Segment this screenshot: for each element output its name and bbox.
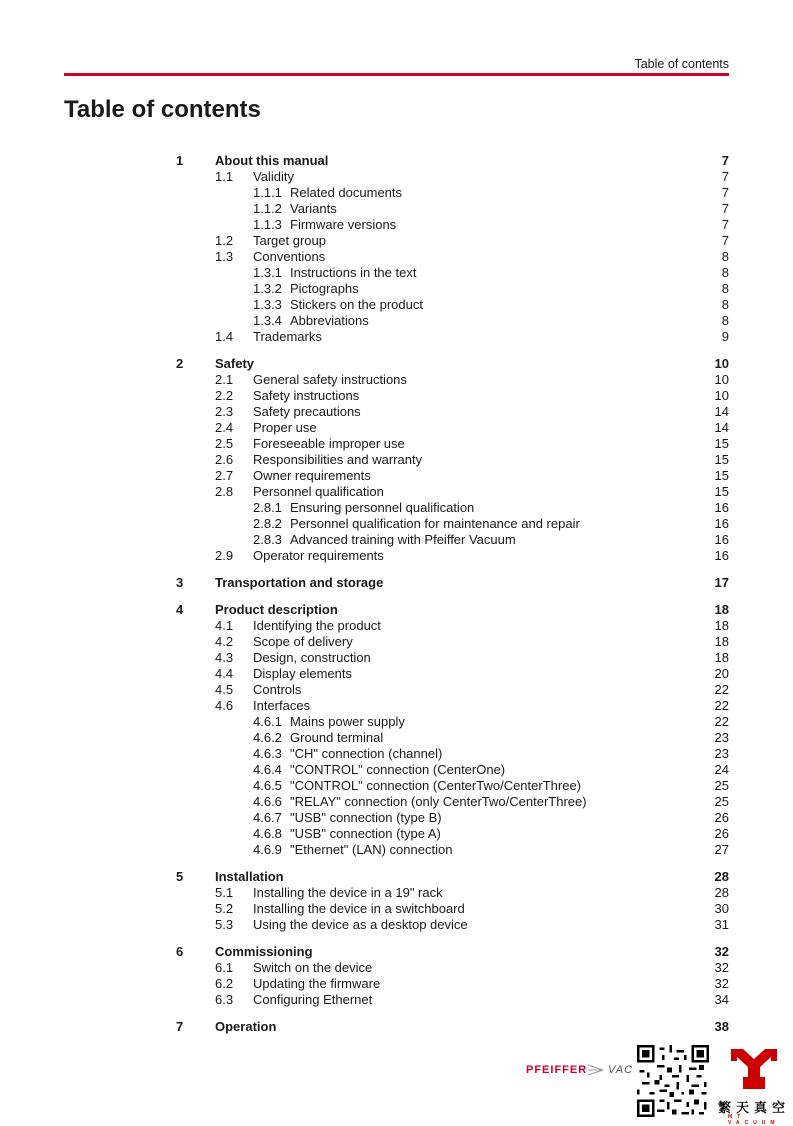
entry-title: Variants [290, 201, 337, 216]
entry-title: Operation [215, 1019, 277, 1034]
entry-number: 6.1 [215, 960, 234, 975]
toc-subsubsection[interactable] [176, 297, 729, 313]
entry-title: Safety instructions [253, 388, 360, 403]
toc-chapter-heading[interactable] [176, 153, 729, 169]
entry-title: Personnel qualification for maintenance and repair [290, 516, 580, 531]
toc-chapter [176, 356, 729, 564]
toc-subsubsection[interactable] [176, 185, 729, 201]
toc-chapter [176, 575, 729, 591]
entry-page: 23 [714, 746, 729, 761]
entry-title: Commissioning [215, 944, 313, 959]
entry-number: 4 [176, 602, 184, 617]
toc-chapter [176, 602, 729, 858]
toc-section[interactable] [176, 169, 729, 185]
entry-title: Advanced training with Pfeiffer Vacuum [290, 532, 516, 547]
entry-number: 7 [176, 1019, 184, 1034]
entry-page: 18 [714, 618, 729, 633]
entry-number: 4.6 [215, 698, 234, 713]
entry-page: 25 [714, 778, 729, 793]
toc-subsubsection[interactable] [176, 201, 729, 217]
entry-title: Target group [253, 233, 326, 248]
toc-section[interactable] [176, 917, 729, 933]
entry-number: 1.1 [215, 169, 234, 184]
toc-chapter-heading[interactable] [176, 869, 729, 885]
toc-section[interactable] [176, 233, 729, 249]
entry-page: 31 [714, 917, 729, 932]
entry-title: Proper use [253, 420, 317, 435]
entry-number: 2.8.2 [253, 516, 282, 531]
entry-page: 8 [721, 297, 729, 312]
entry-title: Firmware versions [290, 217, 397, 232]
entry-title: Stickers on the product [290, 297, 423, 312]
entry-page: 7 [721, 153, 729, 168]
entry-title: Interfaces [253, 698, 311, 713]
toc-section[interactable] [176, 436, 729, 452]
toc-subsubsection[interactable] [176, 794, 729, 810]
toc-section[interactable] [176, 901, 729, 917]
running-header: Table of contents [634, 57, 729, 71]
entry-page: 18 [714, 650, 729, 665]
toc-section[interactable] [176, 468, 729, 484]
toc-subsubsection[interactable] [176, 746, 729, 762]
entry-number: 2.4 [215, 420, 234, 435]
entry-page: 32 [714, 944, 729, 959]
entry-title: Trademarks [253, 329, 322, 344]
toc-section[interactable] [176, 960, 729, 976]
entry-page: 7 [721, 169, 729, 184]
entry-title: Scope of delivery [253, 634, 353, 649]
entry-number: 4.6.1 [253, 714, 282, 729]
entry-title: Owner requirements [253, 468, 371, 483]
toc-section[interactable] [176, 666, 729, 682]
entry-number: 6 [176, 944, 184, 959]
entry-number: 1.1.1 [253, 185, 282, 200]
entry-title: Installing the device in a 19" rack [253, 885, 443, 900]
entry-title: Identifying the product [253, 618, 381, 633]
entry-page: 7 [721, 233, 729, 248]
entry-number: 1 [176, 153, 184, 168]
entry-page: 28 [714, 885, 729, 900]
entry-number: 2.8 [215, 484, 234, 499]
entry-number: 2.8.3 [253, 532, 282, 547]
toc-section[interactable] [176, 329, 729, 345]
entry-title: Ensuring personnel qualification [290, 500, 475, 515]
entry-page: 22 [714, 714, 729, 729]
entry-title: Instructions in the text [290, 265, 417, 280]
toc-subsubsection[interactable] [176, 762, 729, 778]
entry-page: 16 [714, 532, 729, 547]
toc-section[interactable] [176, 452, 729, 468]
entry-title: Ground terminal [290, 730, 384, 745]
entry-title: General safety instructions [253, 372, 407, 387]
entry-page: 8 [721, 281, 729, 296]
toc-subsubsection[interactable] [176, 842, 729, 858]
entry-title: Display elements [253, 666, 352, 681]
entry-number: 4.6.6 [253, 794, 282, 809]
entry-number: 4.6.5 [253, 778, 282, 793]
table-of-contents [176, 153, 729, 1046]
toc-section[interactable] [176, 404, 729, 420]
entry-page: 25 [714, 794, 729, 809]
entry-title: About this manual [215, 153, 329, 168]
toc-section[interactable] [176, 372, 729, 388]
entry-page: 9 [721, 329, 729, 344]
entry-title: Controls [253, 682, 302, 697]
entry-page: 10 [714, 356, 729, 371]
entry-number: 1.1.3 [253, 217, 282, 232]
entry-title: Mains power supply [290, 714, 405, 729]
entry-title: Operator requirements [253, 548, 384, 563]
entry-number: 4.6.7 [253, 810, 282, 825]
pfeiffer-vacuum-text: VAC [608, 1064, 634, 1076]
entry-number: 1.3.3 [253, 297, 282, 312]
header-rule [64, 73, 729, 76]
entry-number: 5.2 [215, 901, 234, 916]
entry-title: Using the device as a desktop device [253, 917, 468, 932]
entry-title: "CONTROL" connection (CenterOne) [290, 762, 506, 777]
entry-number: 2 [176, 356, 184, 371]
entry-number: 2.9 [215, 548, 234, 563]
entry-page: 7 [721, 201, 729, 216]
entry-page: 15 [714, 452, 729, 467]
entry-page: 16 [714, 548, 729, 563]
entry-title: "USB" connection (type B) [290, 810, 442, 825]
entry-page: 10 [714, 372, 729, 387]
toc-chapter-heading[interactable] [176, 602, 729, 618]
entry-page: 15 [714, 468, 729, 483]
toc-subsubsection[interactable] [176, 810, 729, 826]
entry-number: 5.3 [215, 917, 234, 932]
entry-number: 2.3 [215, 404, 234, 419]
entry-title: "CONTROL" connection (CenterTwo/CenterThree) [290, 778, 582, 793]
mt-vacuum-chinese-name: 繁天真空 [718, 1100, 791, 1115]
entry-page: 23 [714, 730, 729, 745]
entry-title: Safety [215, 356, 255, 371]
entry-number: 1.3.1 [253, 265, 282, 280]
entry-page: 32 [714, 960, 729, 975]
entry-page: 8 [721, 249, 729, 264]
entry-page: 18 [714, 602, 729, 617]
entry-title: Abbreviations [290, 313, 369, 328]
entry-number: 4.5 [215, 682, 234, 697]
pfeiffer-arrow-icon [588, 1062, 606, 1078]
entry-title: Responsibilities and warranty [253, 452, 423, 467]
entry-page: 16 [714, 516, 729, 531]
entry-number: 5 [176, 869, 184, 884]
toc-subsubsection[interactable] [176, 714, 729, 730]
entry-number: 6.3 [215, 992, 234, 1007]
entry-number: 4.6.2 [253, 730, 282, 745]
entry-number: 2.1 [215, 372, 234, 387]
entry-page: 14 [714, 420, 729, 435]
toc-section[interactable] [176, 420, 729, 436]
toc-section[interactable] [176, 484, 729, 500]
entry-page: 15 [714, 436, 729, 451]
entry-page: 32 [714, 976, 729, 991]
entry-title: Design, construction [253, 650, 371, 665]
toc-subsubsection[interactable] [176, 281, 729, 297]
entry-page: 38 [714, 1019, 729, 1034]
entry-title: Transportation and storage [215, 575, 384, 590]
entry-page: 7 [721, 185, 729, 200]
toc-subsubsection[interactable] [176, 265, 729, 281]
entry-page: 27 [714, 842, 729, 857]
entry-number: 1.3.4 [253, 313, 282, 328]
entry-number: 2.6 [215, 452, 234, 467]
entry-number: 4.2 [215, 634, 234, 649]
entry-number: 1.4 [215, 329, 234, 344]
toc-chapter [176, 869, 729, 933]
entry-page: 28 [714, 869, 729, 884]
pfeiffer-logo: PFEIFFER [526, 1064, 588, 1076]
toc-section[interactable] [176, 682, 729, 698]
mt-vacuum-english-name: MT VACUUM [728, 1114, 780, 1126]
entry-number: 1.3 [215, 249, 234, 264]
entry-number: 4.6.3 [253, 746, 282, 761]
toc-subsubsection[interactable] [176, 217, 729, 233]
toc-section[interactable] [176, 634, 729, 650]
entry-title: Safety precautions [253, 404, 361, 419]
entry-number: 2.7 [215, 468, 234, 483]
entry-page: 17 [714, 575, 729, 590]
entry-page: 26 [714, 810, 729, 825]
entry-title: Personnel qualification [253, 484, 384, 499]
entry-number: 4.6.8 [253, 826, 282, 841]
entry-page: 34 [714, 992, 729, 1007]
qr-code-icon [637, 1045, 709, 1117]
toc-section[interactable] [176, 388, 729, 404]
toc-chapter [176, 1019, 729, 1035]
entry-number: 1.3.2 [253, 281, 282, 296]
toc-subsubsection[interactable] [176, 532, 729, 548]
toc-subsubsection[interactable] [176, 313, 729, 329]
entry-page: 16 [714, 500, 729, 515]
entry-title: Updating the firmware [253, 976, 381, 991]
entry-title: Installation [215, 869, 284, 884]
entry-title: Installing the device in a switchboard [253, 901, 465, 916]
toc-chapter [176, 944, 729, 1008]
toc-section[interactable] [176, 618, 729, 634]
toc-section[interactable] [176, 249, 729, 265]
entry-page: 8 [721, 265, 729, 280]
toc-subsubsection[interactable] [176, 500, 729, 516]
entry-title: Product description [215, 602, 338, 617]
toc-subsubsection[interactable] [176, 826, 729, 842]
entry-page: 20 [714, 666, 729, 681]
toc-subsubsection[interactable] [176, 516, 729, 532]
entry-title: Foreseeable improper use [253, 436, 405, 451]
entry-page: 30 [714, 901, 729, 916]
entry-title: "USB" connection (type A) [290, 826, 441, 841]
toc-chapter-heading[interactable] [176, 356, 729, 372]
entry-title: Conventions [253, 249, 326, 264]
entry-page: 10 [714, 388, 729, 403]
entry-number: 1.1.2 [253, 201, 282, 216]
entry-number: 4.3 [215, 650, 234, 665]
entry-page: 15 [714, 484, 729, 499]
entry-page: 8 [721, 313, 729, 328]
toc-section[interactable] [176, 885, 729, 901]
entry-page: 14 [714, 404, 729, 419]
entry-number: 4.6.4 [253, 762, 282, 777]
entry-number: 4.1 [215, 618, 234, 633]
mt-vacuum-logo-icon [729, 1045, 779, 1093]
entry-number: 6.2 [215, 976, 234, 991]
toc-chapter-heading[interactable] [176, 1019, 729, 1035]
entry-title: Validity [253, 169, 294, 184]
entry-number: 1.2 [215, 233, 234, 248]
entry-title: "Ethernet" (LAN) connection [290, 842, 453, 857]
entry-page: 7 [721, 217, 729, 232]
entry-title: Pictographs [290, 281, 359, 296]
entry-title: Switch on the device [253, 960, 373, 975]
page-title: Table of contents [64, 96, 261, 123]
entry-page: 22 [714, 698, 729, 713]
entry-page: 18 [714, 634, 729, 649]
entry-number: 4.4 [215, 666, 234, 681]
toc-section[interactable] [176, 548, 729, 564]
entry-number: 2.5 [215, 436, 234, 451]
entry-number: 4.6.9 [253, 842, 282, 857]
entry-page: 22 [714, 682, 729, 697]
entry-number: 2.2 [215, 388, 234, 403]
entry-number: 2.8.1 [253, 500, 282, 515]
entry-title: "CH" connection (channel) [290, 746, 443, 761]
toc-section[interactable] [176, 976, 729, 992]
toc-chapter-heading[interactable] [176, 575, 729, 591]
entry-title: Related documents [290, 185, 403, 200]
toc-section[interactable] [176, 698, 729, 714]
toc-section[interactable] [176, 992, 729, 1008]
entry-number: 5.1 [215, 885, 234, 900]
toc-chapter-heading[interactable] [176, 944, 729, 960]
entry-title: "RELAY" connection (only CenterTwo/CenterThree) [290, 794, 587, 809]
entry-page: 24 [714, 762, 729, 777]
entry-page: 26 [714, 826, 729, 841]
entry-title: Configuring Ethernet [253, 992, 373, 1007]
toc-subsubsection[interactable] [176, 730, 729, 746]
toc-subsubsection[interactable] [176, 778, 729, 794]
toc-section[interactable] [176, 650, 729, 666]
toc-chapter [176, 153, 729, 345]
entry-number: 3 [176, 575, 184, 590]
